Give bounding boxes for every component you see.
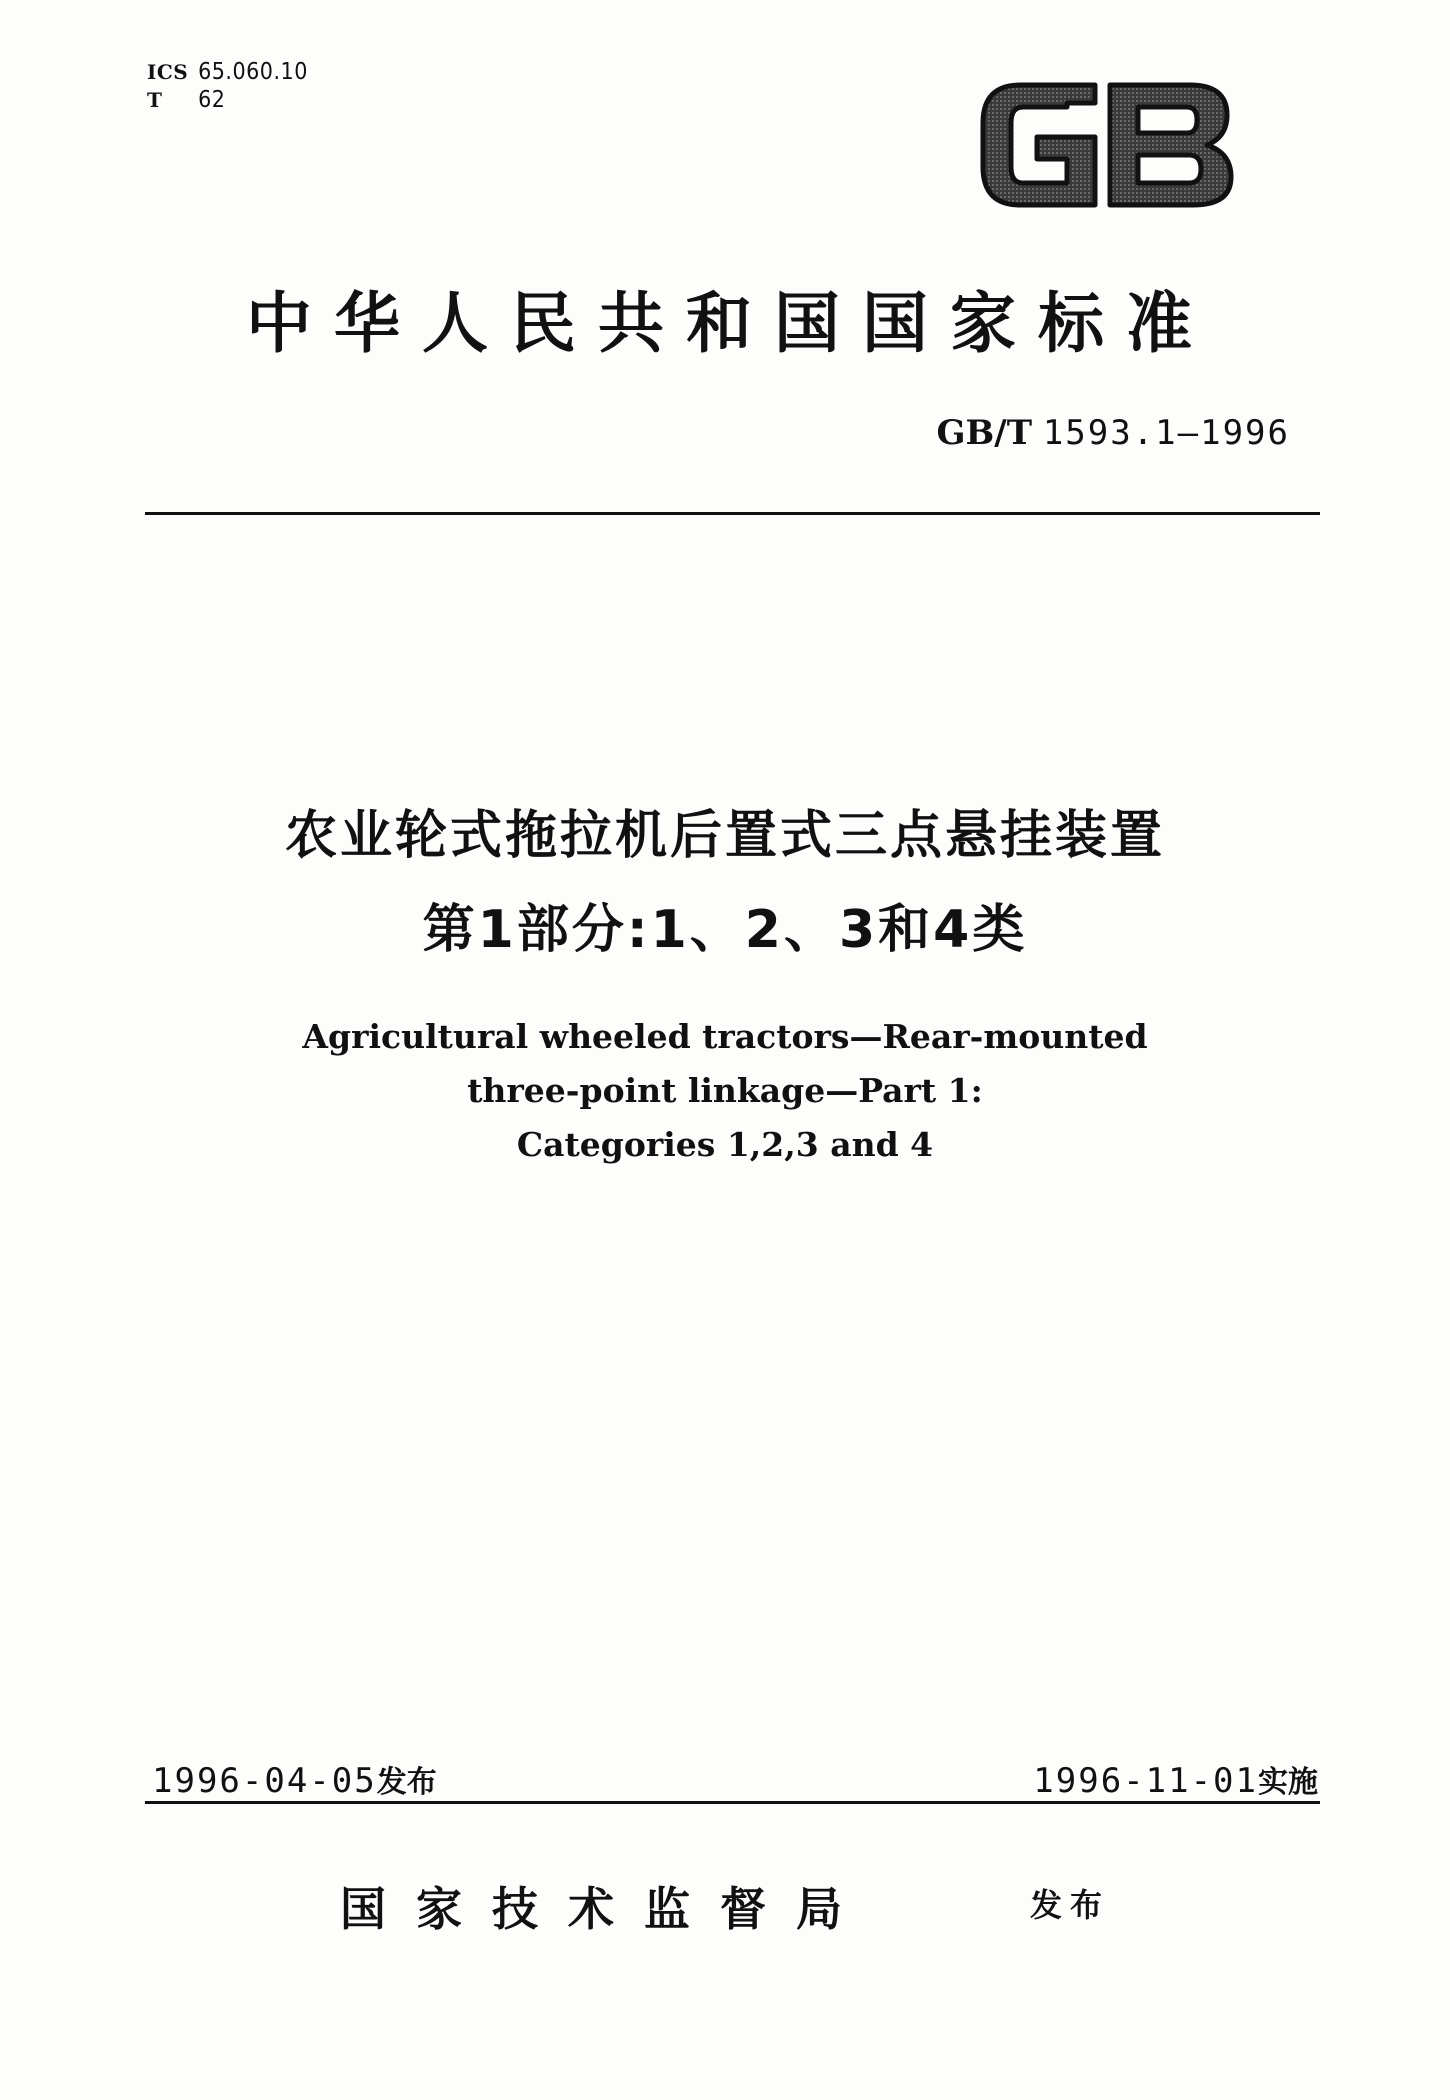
english-title bbox=[200, 1010, 1250, 1172]
issue-date-label: 发布 bbox=[376, 1765, 437, 1800]
footer-divider bbox=[145, 1801, 1320, 1804]
effective-date bbox=[1033, 1757, 1318, 1801]
english-title-line-2: three-point linkage—Part 1: bbox=[467, 1071, 983, 1110]
standard-prefix: GB/T bbox=[936, 413, 1033, 453]
ics-code-row bbox=[147, 58, 308, 86]
classification-codes bbox=[147, 58, 308, 114]
chinese-title-line-2: 第1部分:1、2、3和4类 bbox=[422, 900, 1028, 960]
ics-value: 65.060.10 bbox=[198, 59, 308, 85]
english-title-line-1: Agricultural wheeled tractors—Rear-mounted bbox=[302, 1017, 1148, 1056]
header-divider bbox=[145, 512, 1320, 515]
standard-number bbox=[937, 413, 1290, 453]
effective-date-value: 1996-11-01 bbox=[1033, 1761, 1258, 1801]
issue-date-value: 1996-04-05 bbox=[152, 1761, 377, 1801]
t-label: T bbox=[147, 88, 163, 112]
chinese-title-line-1: 农业轮式拖拉机后置式三点悬挂装置 bbox=[284, 806, 1165, 866]
english-title-line-3: Categories 1,2,3 and 4 bbox=[516, 1125, 934, 1164]
t-code-row bbox=[147, 86, 308, 114]
gb-logo-icon bbox=[975, 75, 1240, 215]
t-value: 62 bbox=[198, 87, 226, 113]
issuing-authority: 国家技术监督局 bbox=[340, 1882, 872, 1936]
issue-date bbox=[152, 1757, 437, 1801]
effective-date-label: 实施 bbox=[1258, 1765, 1318, 1800]
issuing-action: 发布 bbox=[1030, 1886, 1111, 1924]
ics-label: ICS bbox=[147, 60, 189, 84]
standard-number-value: 1593.1—1996 bbox=[1042, 413, 1290, 453]
national-standard-title: 中华人民共和国国家标准 bbox=[246, 285, 1214, 362]
